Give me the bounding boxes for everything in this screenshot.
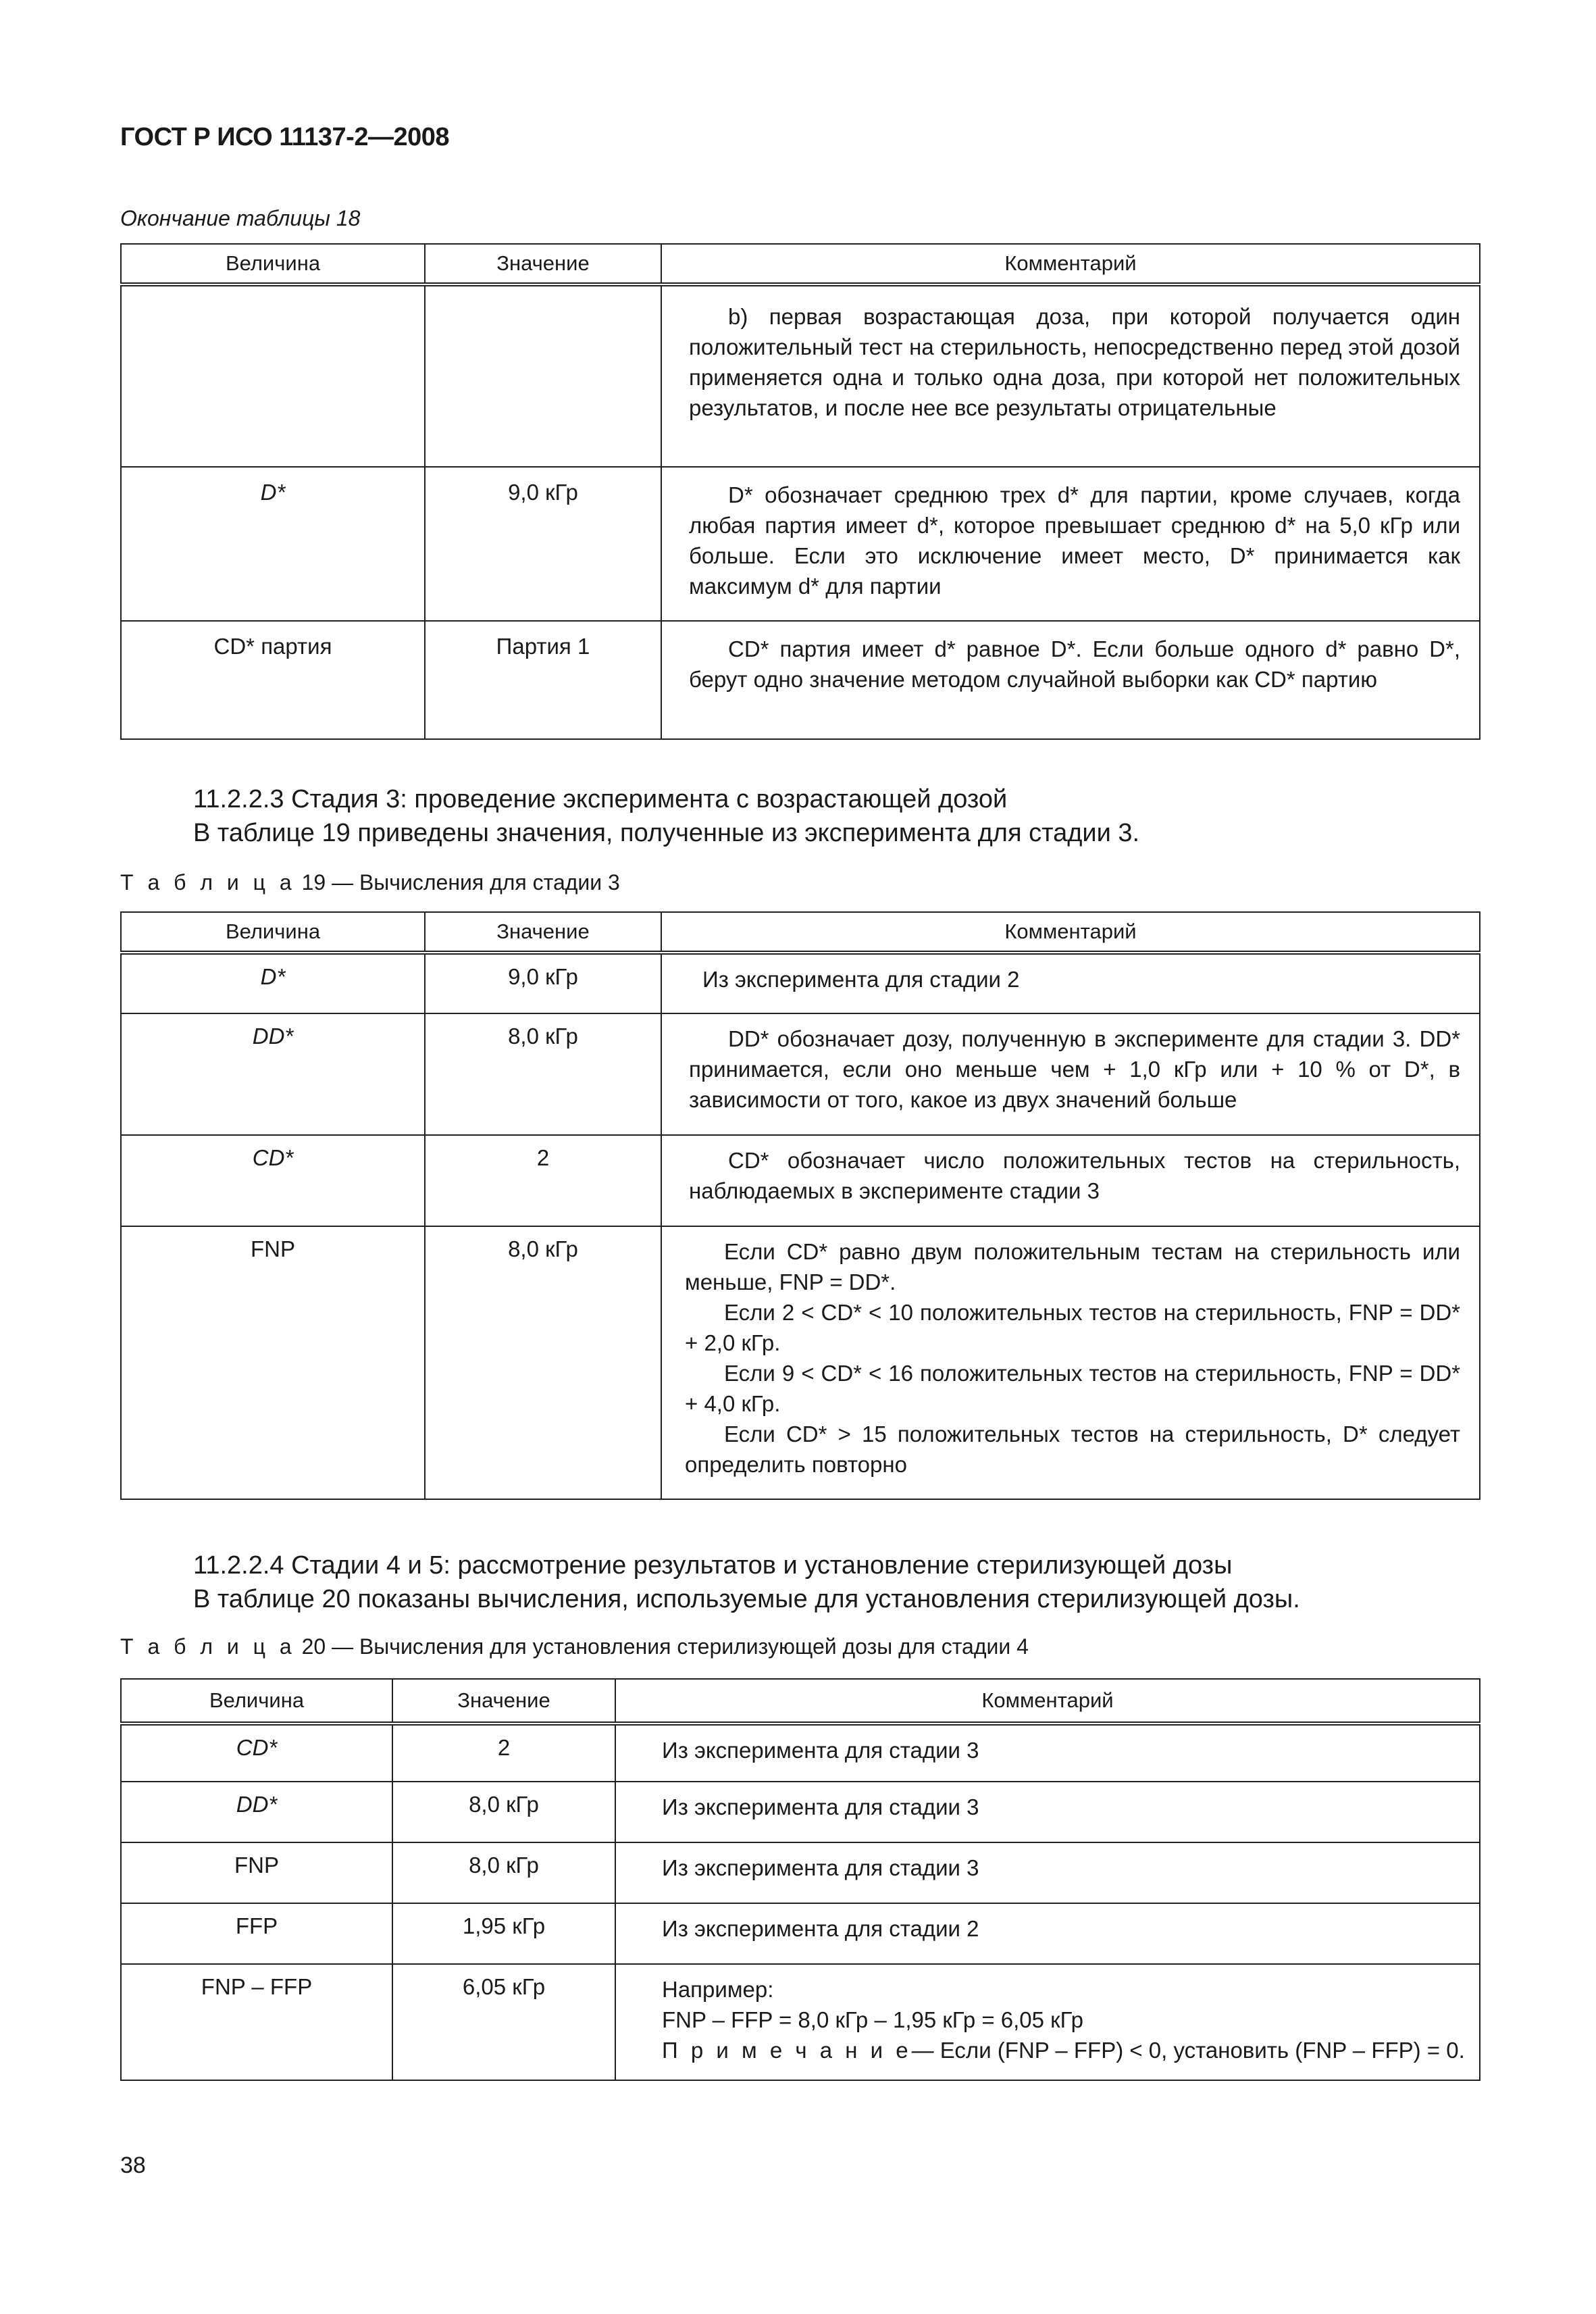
table18-cell-value: Партия 1 [425, 621, 661, 739]
table18-cell-value [425, 284, 661, 467]
table-row [121, 1135, 1480, 1226]
table19-cell-quantity: D* [121, 953, 425, 1013]
table19-cell-comment: DD* обозначает дозу, полученную в эксперименте для стадии 3. DD* принимается, если оно меньше чем + 1,0 кГр или + 10 % от D*, в зависимости от того, какое из двух значений больше [689, 1026, 1460, 1112]
table-row [121, 467, 1480, 621]
section-3-text: В таблице 19 приведены значения, полученные из эксперимента для стадии 3. [193, 819, 1140, 847]
fnp-rule-2: Если 2 < CD* < 10 положительных тестов на стерильность, FNP = DD* + 2,0 кГр. [685, 1300, 1460, 1355]
table18-cell-comment: D* обозначает среднюю трех d* для партии, кроме случаев, когда любая партия имеет d*, которое превышает среднюю d* на 5,0 кГр или больше. Если это исключение имеет место, D* принимается как максимум d* для партии [689, 482, 1460, 599]
table19-cell-quantity: DD* [121, 1013, 425, 1135]
table19-cell-value: 8,0 кГр [425, 1013, 661, 1135]
table20-cell-comment: Из эксперимента для стадии 3 [615, 1842, 1480, 1903]
table19-header-quantity: Величина [121, 912, 425, 953]
section-4 [120, 1549, 1491, 1616]
table20-cell-value: 8,0 кГр [392, 1782, 615, 1842]
table20-caption [120, 1634, 1029, 1659]
table19-cell-quantity: FNP [121, 1226, 425, 1499]
page-number: 38 [120, 2153, 146, 2178]
table18-caption: Окончание таблицы 18 [120, 206, 361, 230]
table20-cell-quantity: DD* [121, 1782, 392, 1842]
table19-cell-comment [661, 1226, 1480, 1499]
table18-cell-quantity: D* [121, 467, 425, 621]
note-text: — Если (FNP – FFP) < 0, установить (FNP – FFP) = 0. [911, 2038, 1465, 2063]
table20-cell-comment: Из эксперимента для стадии 3 [615, 1782, 1480, 1842]
note-label: П р и м е ч а н и е [662, 2038, 912, 2063]
table20-cell-value: 1,95 кГр [392, 1903, 615, 1964]
table18-cell-comment: b) первая возрастающая доза, при которой получается один положительный тест на стерильность, непосредственно перед этой дозой применяется одна и только одна доза, при которой нет положительных результатов, и после нее все результаты отрицательные [689, 304, 1460, 420]
table18-cell-quantity: CD* партия [121, 621, 425, 739]
table19-cell-value: 9,0 кГр [425, 953, 661, 1013]
table18 [120, 243, 1481, 740]
table20-header-quantity: Величина [121, 1679, 392, 1724]
table20-cell-comment [615, 1964, 1480, 2080]
table20-cell-value: 6,05 кГр [392, 1964, 615, 2080]
table19-cell-comment: CD* обозначает число положительных тестов на стерильность, наблюдаемых в эксперименте стадии 3 [689, 1148, 1460, 1203]
table18-header-comment: Комментарий [661, 244, 1480, 284]
table20-cell-value: 8,0 кГр [392, 1842, 615, 1903]
example-label: Например: [662, 1977, 774, 2002]
section-3 [120, 782, 1479, 850]
table18-cell-comment: CD* партия имеет d* равное D*. Если больше одного d* равно D*, берут одно значение методом случайной выборки как CD* партию [689, 636, 1460, 692]
table19-cell-comment: Из эксперимента для стадии 2 [661, 953, 1480, 1013]
table18-cell-quantity [121, 284, 425, 467]
table-row [121, 1013, 1480, 1135]
table19-caption-text: 19 — Вычисления для стадии 3 [301, 870, 620, 895]
example-formula: FNP – FFP = 8,0 кГр – 1,95 кГр = 6,05 кГр [662, 2007, 1083, 2032]
table18-header-quantity: Величина [121, 244, 425, 284]
table19-caption [120, 870, 620, 895]
note [662, 2035, 1470, 2065]
document-header: ГОСТ Р ИСО 11137-2—2008 [120, 123, 449, 151]
table-row [121, 1724, 1480, 1782]
table20-cell-quantity: FNP – FFP [121, 1964, 392, 2080]
table-row [121, 1842, 1480, 1903]
table20-cell-comment: Из эксперимента для стадии 2 [615, 1903, 1480, 1964]
table-row [121, 284, 1480, 467]
fnp-rule-4: Если CD* > 15 положительных тестов на стерильность, D* следует определить повторно [685, 1422, 1460, 1477]
table-row [121, 1782, 1480, 1842]
fnp-rule-3: Если 9 < CD* < 16 положительных тестов на стерильность, FNP = DD* + 4,0 кГр. [685, 1361, 1460, 1416]
table20-cell-quantity: FNP [121, 1842, 392, 1903]
table20-cell-quantity: CD* [121, 1724, 392, 1782]
table19-cell-value: 8,0 кГр [425, 1226, 661, 1499]
table19 [120, 911, 1481, 1500]
table-row [121, 1226, 1480, 1499]
table18-header-value: Значение [425, 244, 661, 284]
table19-caption-prefix: Т а б л и ц а [120, 870, 296, 895]
table19-header-value: Значение [425, 912, 661, 953]
table20-caption-text: 20 — Вычисления для установления стерилизующей дозы для стадии 4 [301, 1634, 1029, 1659]
table19-cell-value: 2 [425, 1135, 661, 1226]
table-row [121, 953, 1480, 1013]
section-4-heading: 11.2.2.4 Стадии 4 и 5: рассмотрение результатов и установление стерилизующей дозы [193, 1551, 1233, 1580]
table20-cell-value: 2 [392, 1724, 615, 1782]
table-row [121, 621, 1480, 739]
section-3-heading: 11.2.2.3 Стадия 3: проведение эксперимента с возрастающей дозой [193, 785, 1008, 813]
table20-cell-comment: Из эксперимента для стадии 3 [615, 1724, 1480, 1782]
table19-header-comment: Комментарий [661, 912, 1480, 953]
table19-cell-quantity: CD* [121, 1135, 425, 1226]
table20-header-comment: Комментарий [615, 1679, 1480, 1724]
table20-cell-quantity: FFP [121, 1903, 392, 1964]
table18-cell-value: 9,0 кГр [425, 467, 661, 621]
table-row [121, 1903, 1480, 1964]
table20-caption-prefix: Т а б л и ц а [120, 1634, 296, 1659]
fnp-rule-1: Если CD* равно двум положительным тестам на стерильность или меньше, FNP = DD*. [685, 1239, 1460, 1294]
table20-header-value: Значение [392, 1679, 615, 1724]
table20 [120, 1678, 1481, 2081]
table-row [121, 1964, 1480, 2080]
section-4-text: В таблице 20 показаны вычисления, используемые для установления стерилизующей дозы. [193, 1585, 1300, 1613]
